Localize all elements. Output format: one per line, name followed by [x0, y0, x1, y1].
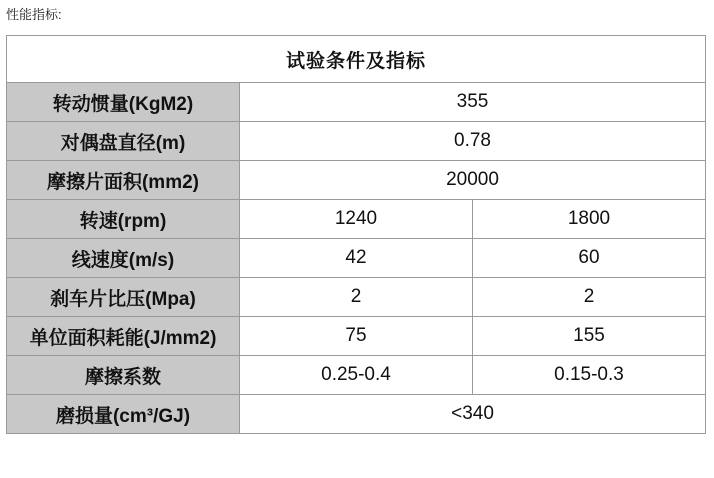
table-row [7, 278, 706, 317]
row-label: 磨损量(cm³/GJ) [7, 395, 240, 434]
row-value: 355 [240, 83, 706, 122]
row-value: 1800 [473, 200, 706, 239]
table-row [7, 317, 706, 356]
page-caption: 性能指标: [6, 7, 62, 22]
row-label: 线速度(m/s) [7, 239, 240, 278]
table-row [7, 122, 706, 161]
row-value: 42 [240, 239, 473, 278]
spec-table-body [7, 36, 706, 434]
row-value: 2 [240, 278, 473, 317]
row-value: 75 [240, 317, 473, 356]
row-value: 0.25-0.4 [240, 356, 473, 395]
row-value: 20000 [240, 161, 706, 200]
spec-table-container [6, 35, 706, 434]
row-value: <340 [240, 395, 706, 434]
table-row [7, 200, 706, 239]
row-label: 摩擦片面积(mm2) [7, 161, 240, 200]
row-value: 60 [473, 239, 706, 278]
table-title: 试验条件及指标 [7, 36, 706, 83]
row-value: 155 [473, 317, 706, 356]
table-row [7, 239, 706, 278]
row-label: 转动惯量(KgM2) [7, 83, 240, 122]
row-label: 摩擦系数 [7, 356, 240, 395]
spec-table [6, 35, 706, 434]
row-label: 单位面积耗能(J/mm2) [7, 317, 240, 356]
row-label: 刹车片比压(Mpa) [7, 278, 240, 317]
row-label: 转速(rpm) [7, 200, 240, 239]
table-row [7, 356, 706, 395]
row-value: 0.15-0.3 [473, 356, 706, 395]
table-title-row [7, 36, 706, 83]
table-row [7, 83, 706, 122]
row-value: 2 [473, 278, 706, 317]
table-row [7, 395, 706, 434]
row-label: 对偶盘直径(m) [7, 122, 240, 161]
row-value: 0.78 [240, 122, 706, 161]
table-row [7, 161, 706, 200]
row-value: 1240 [240, 200, 473, 239]
